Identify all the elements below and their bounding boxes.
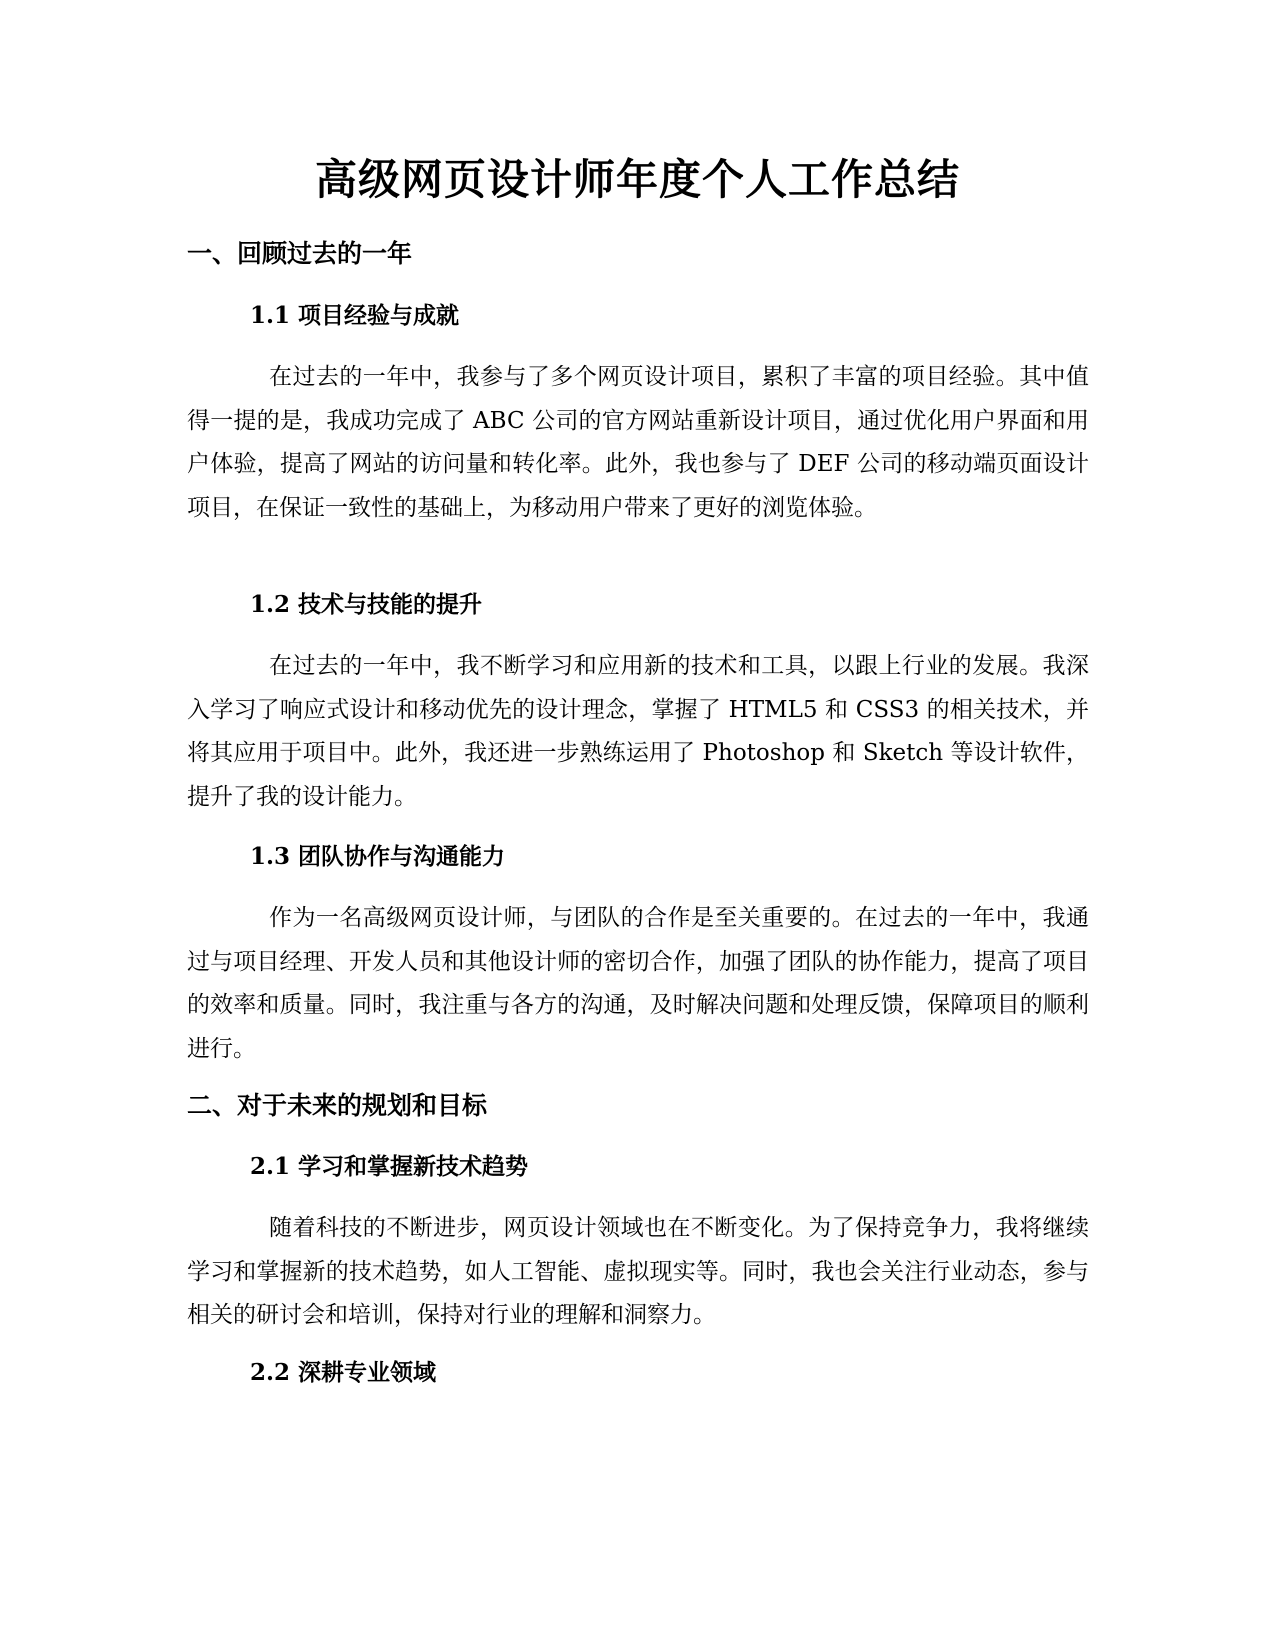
subsection-heading-1-2: 1.2 技术与技能的提升: [250, 591, 483, 618]
subsection-heading-1-3: 1.3 团队协作与沟通能力: [250, 843, 506, 870]
subsection-heading-2-2: 2.2 深耕专业领域: [250, 1359, 437, 1386]
paragraph-1-3: 作为一名高级网页设计师，与团队的合作是至关重要的。在过去的一年中，我通过与项目经理、开发人员和其他设计师的密切合作，加强了团队的协作能力，提高了项目的效率和质量。同时，我注重与各方的沟通，及时解决问题和处理反馈，保障项目的顺利进行。: [187, 905, 1089, 1062]
document-title: 高级网页设计师年度个人工作总结: [314, 155, 960, 204]
subsection-heading-2-1: 2.1 学习和掌握新技术趋势: [250, 1153, 529, 1180]
paragraph-1-2: 在过去的一年中，我不断学习和应用新的技术和工具，以跟上行业的发展。我深入学习了响应式设计和移动优先的设计理念，掌握了 HTML5 和 CSS3 的相关技术，并将其应用于项目中。此外，我还进一步熟练运用了 Photoshop 和 Sketch 等设计软件，提升了我的设计能力。: [187, 653, 1089, 810]
section-heading-2: 二、对于未来的规划和目标: [187, 1091, 488, 1120]
subsection-heading-1-1: 1.1 项目经验与成就: [250, 302, 460, 329]
paragraph-2-1: 随着科技的不断进步，网页设计领域也在不断变化。为了保持竞争力，我将继续学习和掌握新的技术趋势，如人工智能、虚拟现实等。同时，我也会关注行业动态，参与相关的研讨会和培训，保持对行业的理解和洞察力。: [187, 1215, 1089, 1328]
section-heading-1: 一、回顾过去的一年: [187, 239, 413, 268]
paragraph-1-1: 在过去的一年中，我参与了多个网页设计项目，累积了丰富的项目经验。其中值得一提的是，我成功完成了 ABC 公司的官方网站重新设计项目，通过优化用户界面和用户体验，提高了网站的访问量和转化率。此外，我也参与了 DEF 公司的移动端页面设计项目，在保证一致性的基础上，为移动用户带来了更好的浏览体验。: [187, 364, 1089, 521]
